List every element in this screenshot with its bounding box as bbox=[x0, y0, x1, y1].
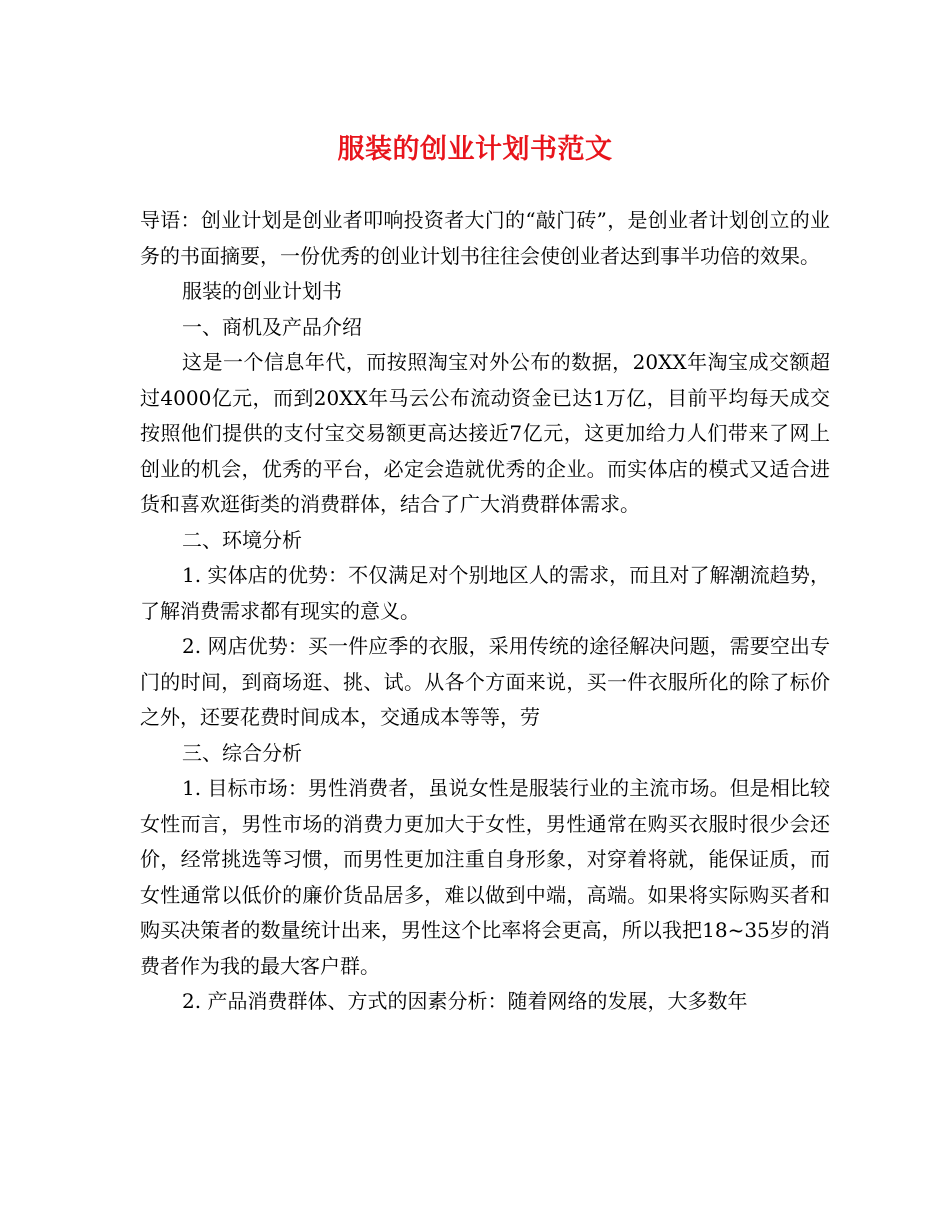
plan-subtitle: 服装的创业计划书 bbox=[182, 279, 342, 303]
environment-point-2: 2. 网店优势：买一件应季的衣服，采用传统的途径解决问题，需要空出专门的时间，到商场逛、挑、试。从各个方面来说，买一件衣服所化的除了标价之外，还要花费时间成本，交通成本等等，劳 bbox=[140, 634, 830, 729]
opportunity-paragraph: 这是一个信息年代，而按照淘宝对外公布的数据，20XX年淘宝成交额超过4000亿元，而到20XX年马云公布流动资金已达1万亿，目前平均每天成交按照他们提供的支付宝交易额更高达接近7亿元，这更加给力人们带来了网上创业的机会，优秀的平台，必定会造就优秀的企业。而实体店的模式又适合进货和喜欢逛街类的消费群体，结合了广大消费群体需求。 bbox=[140, 350, 830, 516]
section-heading-analysis: 三、综合分析 bbox=[182, 740, 302, 765]
intro-paragraph: 导语：创业计划是创业者叩响投资者大门的“敲门砖”，是创业者计划创立的业务的书面摘要，一份优秀的创业计划书往往会使创业者达到事半功倍的效果。 bbox=[140, 208, 830, 268]
analysis-point-2: 2. 产品消费群体、方式的因素分析：随着网络的发展，大多数年 bbox=[182, 989, 748, 1013]
document-title: 服装的创业计划书范文 bbox=[337, 134, 613, 165]
analysis-point-1: 1. 目标市场：男性消费者，虽说女性是服装行业的主流市场。但是相比较女性而言，男性市场的消费力更加大于女性，男性通常在购买衣服时很少会还价，经常挑选等习惯，而男性更加注重自身形象，对穿着将就，能保证质，而女性通常以低价的廉价货品居多，难以做到中端，高端。如果将实际购买者和购买决策者的数量统计出来，男性这个比率将会更高，所以我把18~35岁的消费者作为我的最大客户群。 bbox=[140, 776, 830, 978]
document-body bbox=[140, 203, 830, 1020]
section-heading-opportunity: 一、商机及产品介绍 bbox=[182, 314, 362, 339]
section-heading-environment: 二、环境分析 bbox=[182, 527, 302, 552]
environment-point-1: 1. 实体店的优势：不仅满足对个别地区人的需求，而且对了解潮流趋势，了解消费需求都有现实的意义。 bbox=[140, 563, 830, 623]
